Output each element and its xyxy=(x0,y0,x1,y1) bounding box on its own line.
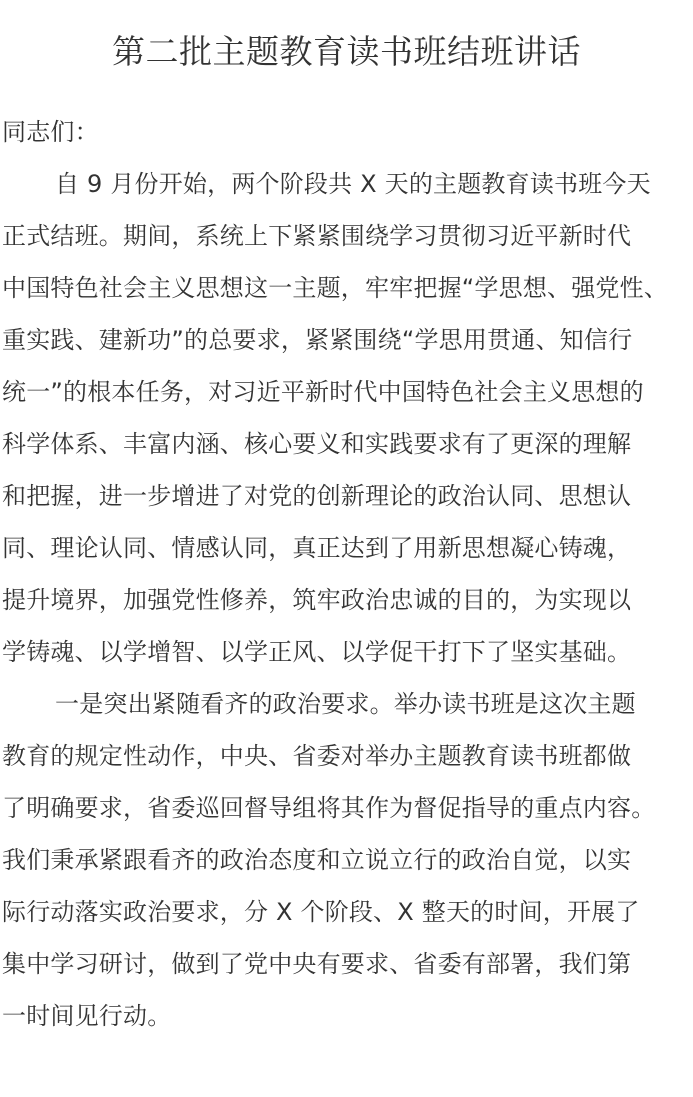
paragraph-1-line-5: 统一”的根本任务，对习近平新时代中国特色社会主义思想的 xyxy=(2,378,644,406)
paragraph-1-line-8: 同、理论认同、情感认同，真正达到了用新思想凝心铸魂， xyxy=(2,534,632,562)
paragraph-2-line-5: 际行动落实政治要求，分 X 个阶段、X 整天的时间，开展了 xyxy=(2,898,640,926)
paragraph-1-line-1: 自 9 月份开始，两个阶段共 X 天的主题教育读书班今天 xyxy=(55,170,651,198)
paragraph-2-line-3: 了明确要求，省委巡回督导组将其作为督促指导的重点内容。 xyxy=(2,794,656,822)
salutation-line: 同志们： xyxy=(2,118,99,146)
paragraph-1-line-2: 正式结班。期间，系统上下紧紧围绕学习贯彻习近平新时代 xyxy=(2,222,632,250)
paragraph-2-line-4: 我们秉承紧跟看齐的政治态度和立说立行的政治自觉，以实 xyxy=(2,846,632,874)
paragraph-2-line-6: 集中学习研讨，做到了党中央有要求、省委有部署，我们第 xyxy=(2,950,632,978)
paragraph-2-line-7: 一时间见行动。 xyxy=(2,1002,172,1030)
paragraph-1-line-7: 和把握，进一步增进了对党的创新理论的政治认同、思想认 xyxy=(2,482,632,510)
paragraph-1-line-4: 重实践、建新功”的总要求，紧紧围绕“学思用贯通、知信行 xyxy=(2,326,633,354)
paragraph-1-line-9: 提升境界，加强党性修养，筑牢政治忠诚的目的，为实现以 xyxy=(2,586,632,614)
paragraph-1-line-3: 中国特色社会主义思想这一主题，牢牢把握“学思想、强党性、 xyxy=(2,274,669,302)
paragraph-2-line-1: 一是突出紧随看齐的政治要求。举办读书班是这次主题 xyxy=(55,690,636,718)
document-title: 第二批主题教育读书班结班讲话 xyxy=(112,32,581,71)
paragraph-1-line-6: 科学体系、丰富内涵、核心要义和实践要求有了更深的理解 xyxy=(2,430,632,458)
paragraph-2-line-2: 教育的规定性动作，中央、省委对举办主题教育读书班都做 xyxy=(2,742,632,770)
document-body xyxy=(2,106,692,1042)
paragraph-1-line-10: 学铸魂、以学增智、以学正风、以学促干打下了坚实基础。 xyxy=(2,638,632,666)
